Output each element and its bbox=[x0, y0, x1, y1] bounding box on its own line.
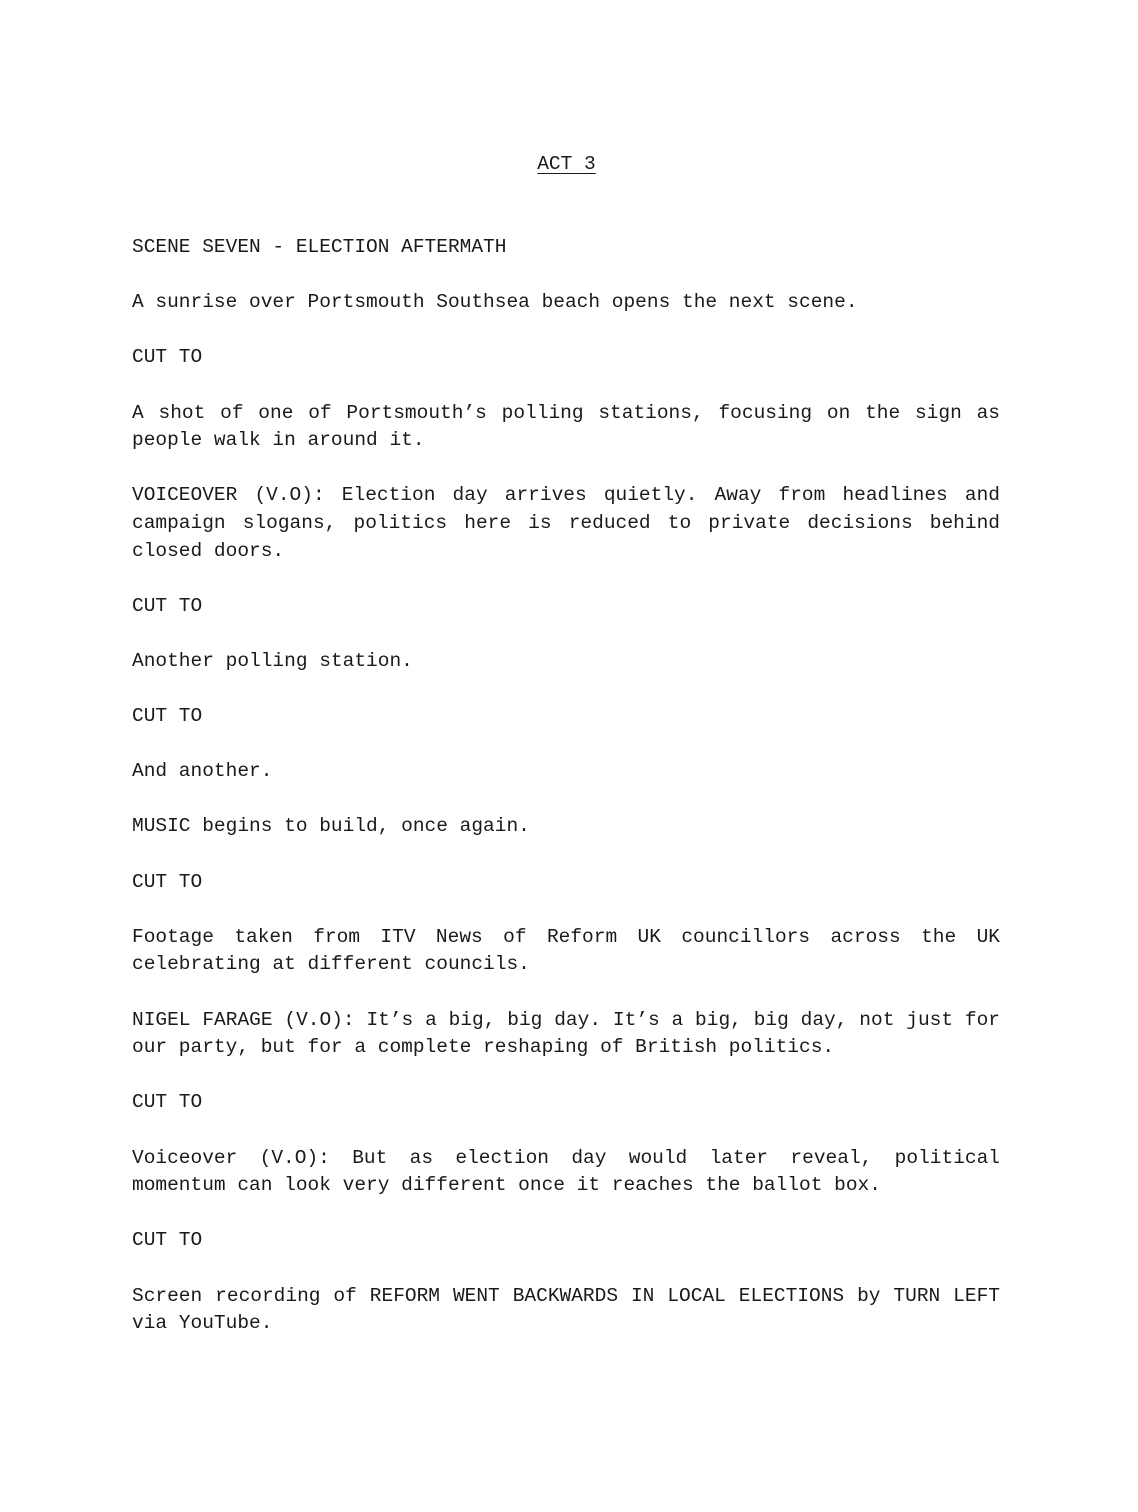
action-line: Another polling station. bbox=[132, 649, 413, 672]
action-line: Footage taken from ITV News of Reform UK councillors across the UK celebrating at different councils. bbox=[132, 925, 1000, 976]
transition: CUT TO bbox=[132, 346, 203, 369]
transition: CUT TO bbox=[132, 594, 203, 617]
action-line: A shot of one of Portsmouth’s polling stations, focusing on the sign as people walk in around it. bbox=[132, 401, 1000, 452]
transition: CUT TO bbox=[132, 870, 203, 893]
scene-heading: SCENE SEVEN - ELECTION AFTERMATH bbox=[132, 236, 507, 258]
action-line: A sunrise over Portsmouth Southsea beach opens the next scene. bbox=[132, 291, 858, 314]
act-title: ACT 3 bbox=[537, 153, 596, 175]
voiceover-line: Voiceover (V.O): But as election day would later reveal, political momentum can look very different once it reaches the ballot box. bbox=[132, 1146, 1000, 1197]
music-cue: MUSIC begins to build, once again. bbox=[132, 815, 530, 838]
script-body bbox=[132, 234, 1000, 1365]
voiceover-line: NIGEL FARAGE (V.O): It’s a big, big day. It’s a big, big day, not just for our party, but for a complete reshaping of British politics. bbox=[132, 1008, 1000, 1059]
transition: CUT TO bbox=[132, 1229, 203, 1252]
transition: CUT TO bbox=[132, 1091, 203, 1114]
action-line: Screen recording of REFORM WENT BACKWARDS IN LOCAL ELECTIONS by TURN LEFT via YouTube. bbox=[132, 1284, 1000, 1335]
transition: CUT TO bbox=[132, 705, 203, 728]
voiceover-line: VOICEOVER (V.O): Election day arrives quietly. Away from headlines and campaign slogans, politics here is reduced to private decisions behind closed doors. bbox=[132, 484, 1000, 562]
action-line: And another. bbox=[132, 760, 273, 783]
